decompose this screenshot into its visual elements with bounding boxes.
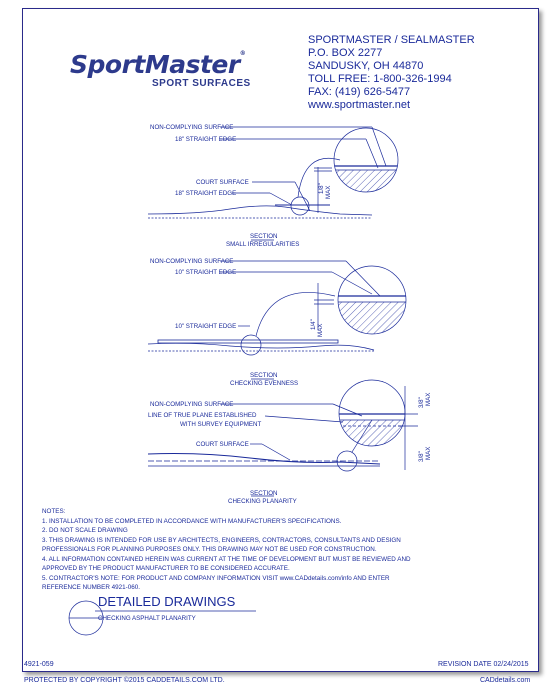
label-court-surface: COURT SURFACE (196, 441, 249, 448)
label-noncomplying: NON-COMPLYING SURFACE (150, 401, 234, 408)
label-noncomplying: NON-COMPLYING SURFACE (150, 258, 234, 265)
section-caption: CHECKING EVENNESS (230, 380, 299, 387)
detail1-small-circle (291, 197, 309, 215)
dimension-label: 3/8" (418, 451, 425, 462)
drawing-title: DETAILED DRAWINGS (98, 594, 236, 609)
label-true-plane: LINE OF TRUE PLANE ESTABLISHED (148, 412, 257, 419)
dimension-label: 3/8" (418, 397, 425, 408)
notes-block (42, 507, 411, 593)
address-line: SPORTMASTER / SEALMASTER (308, 34, 475, 46)
section-label: SECTION (250, 372, 278, 379)
note-item: 3. THIS DRAWING IS INTENDED FOR USE BY ARCHITECTS, ENGINEERS, CONTRACTORS, CONSULTANTS AND DESIGN (42, 536, 401, 544)
note-item: 4. ALL INFORMATION CONTAINED HEREIN WAS CURRENT AT THE TIME OF DEVELOPMENT BUT MUST BE REVIEWED AND (42, 555, 411, 563)
detail3-surface (148, 454, 380, 465)
notes-heading: NOTES: (42, 508, 66, 515)
label-true-plane: WITH SURVEY EQUIPMENT (180, 421, 262, 428)
label-straight-edge: 18" STRAIGHT EDGE (175, 136, 237, 143)
website-link: www.sportmaster.net (308, 99, 411, 111)
note-item: PROFESSIONALS FOR PLANNING PURPOSES ONLY. THIS DRAWING MAY NOT BE USED FOR CONSTRUCTION. (42, 546, 377, 553)
detail2-straight-edge (158, 340, 338, 343)
address-line: FAX: (419) 626-5477 (308, 86, 411, 98)
sportmaster-logo: SportMaster® (70, 50, 246, 79)
caddetails-link[interactable]: CADdetails.com (480, 677, 531, 684)
note-item: 2. DO NOT SCALE DRAWING (42, 527, 128, 534)
label-straight-edge: 18" STRAIGHT EDGE (175, 190, 237, 197)
section-label: SECTION (250, 233, 278, 240)
address-line: TOLL FREE: 1-800-326-1994 (308, 73, 452, 85)
note-item: APPROVED BY THE PRODUCT MANUFACTURER TO BE CONSIDERED ACCURATE. (42, 565, 290, 572)
revision-date: REVISION DATE 02/24/2015 (438, 661, 529, 668)
detail2-small-circle (241, 335, 261, 355)
copyright-notice: PROTECTED BY COPYRIGHT ©2015 CADDETAILS.COM LTD. (24, 677, 225, 684)
logo-tagline: SPORT SURFACES (152, 78, 251, 89)
dimension-label: 1/4" (310, 319, 317, 330)
address-line: P.O. BOX 2277 (308, 47, 383, 59)
note-item: 1. INSTALLATION TO BE COMPLETED IN ACCORDANCE WITH MANUFACTURER'S SPECIFICATIONS. (42, 517, 342, 525)
drawing-subtitle: CHECKING ASPHALT PLANARITY (98, 615, 196, 622)
dimension-max: MAX (317, 323, 324, 337)
detail1-surface (148, 206, 372, 215)
address-line: SANDUSKY, OH 44870 (308, 60, 424, 72)
dimension-max: MAX (425, 392, 432, 406)
dimension-label: 1/8" (318, 183, 325, 194)
dimension-max: MAX (325, 185, 332, 199)
label-court-surface: COURT SURFACE (196, 179, 249, 186)
company-address (308, 34, 475, 112)
reference-number: 4921-059 (24, 661, 54, 668)
section-label: SECTION (250, 490, 278, 497)
section-caption: SMALL IRREGULARITIES (226, 241, 300, 248)
note-item: REFERENCE NUMBER 4921-060. (42, 584, 140, 591)
note-item: 5. CONTRACTOR'S NOTE: FOR PRODUCT AND COMPANY INFORMATION VISIT www.CADdetails.com/info AND ENTER (42, 574, 390, 582)
dimension-max: MAX (425, 446, 432, 460)
label-noncomplying: NON-COMPLYING SURFACE (150, 124, 234, 131)
label-straight-edge: 10" STRAIGHT EDGE (175, 269, 237, 276)
label-straight-edge: 10" STRAIGHT EDGE (175, 323, 237, 330)
section-caption: CHECKING PLANARITY (228, 498, 297, 505)
